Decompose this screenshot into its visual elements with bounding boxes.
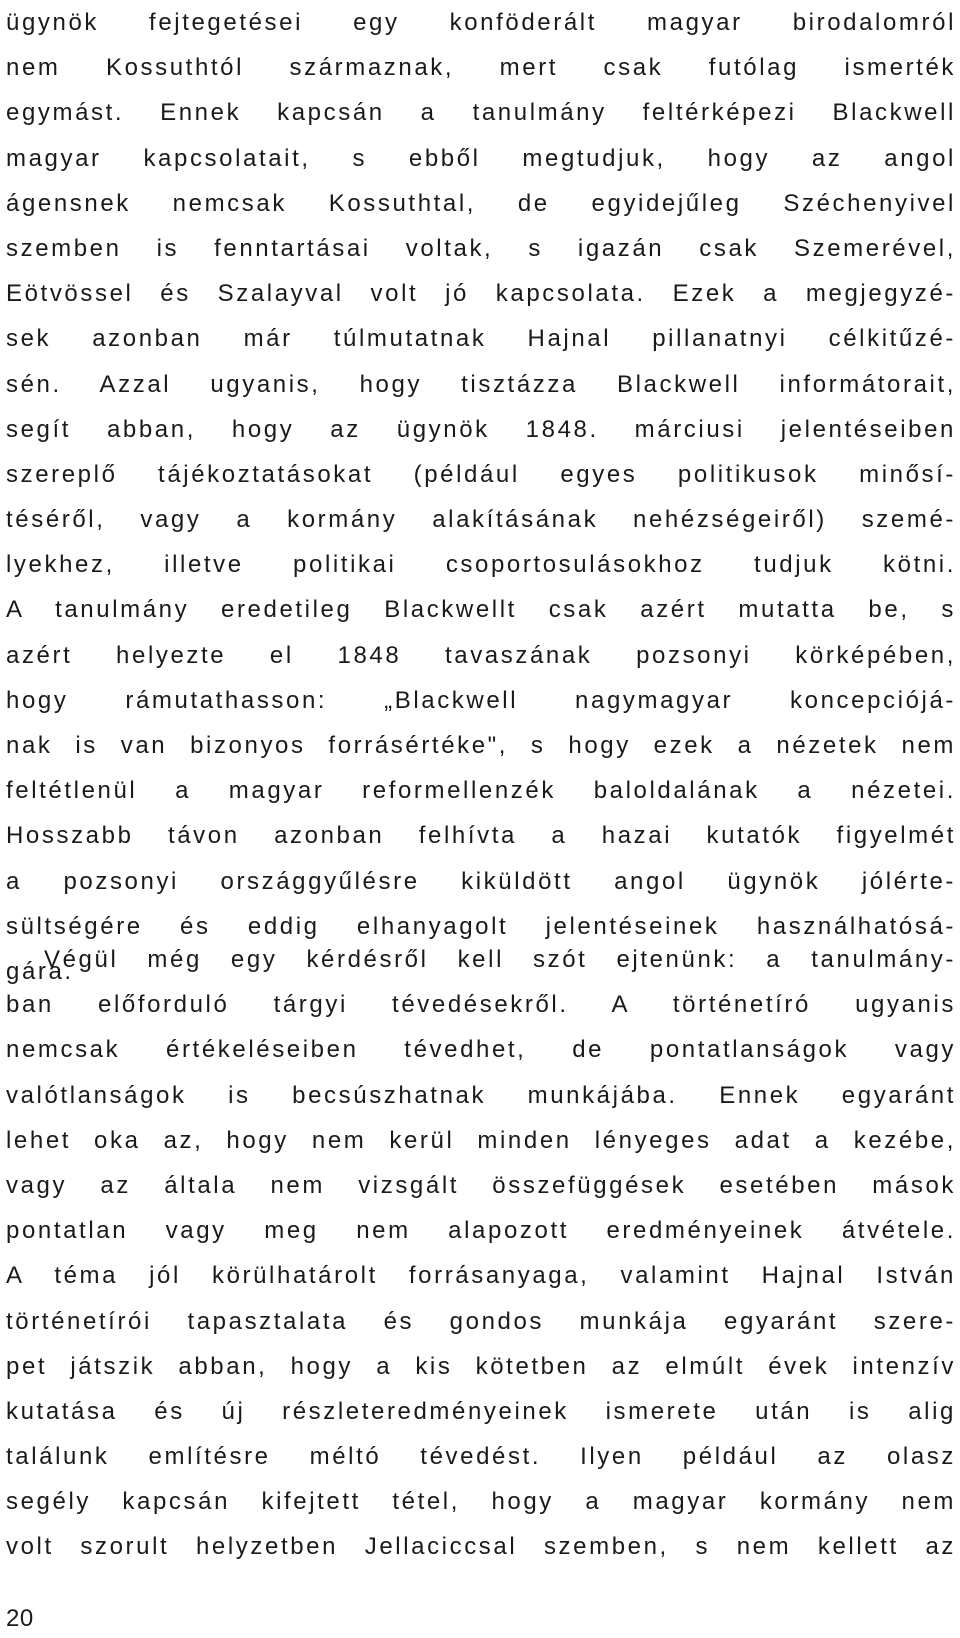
text-line: azért helyezte el 1848 tavaszának pozsonyi körképében, [6,641,956,669]
text-line: kutatása és új részleteredményeinek ismerete után is alig [6,1397,956,1425]
paragraph-2 [6,937,956,1570]
text-line: gára. [6,957,74,985]
text-line: segít abban, hogy az ügynök 1848. márciusi jelentéseiben [6,415,956,443]
text-line: sültségére és eddig elhanyagolt jelentéseinek használhatósá- [6,912,956,940]
text-line: a pozsonyi országgyűlésre kiküldött angol ügynök jólérte- [6,867,956,895]
text-line: volt szorult helyzetben Jellaciccsal szemben, s nem kellett az [6,1533,956,1561]
text-line: nak is van bizonyos forrásértéke", s hogy ezek a nézetek nem [6,732,956,759]
text-line: sek azonban már túlmutatnak Hajnal pillanatnyi célkitűzé- [6,325,956,353]
text-line: találunk említésre méltó tévedést. Ilyen például az olasz [6,1443,956,1471]
text-line: pontatlan vagy meg nem alapozott eredményeinek átvétele. [6,1217,956,1245]
text-line: A téma jól körülhatárolt forrásanyaga, valamint Hajnal István [6,1262,956,1290]
text-line: sén. Azzal ugyanis, hogy tisztázza Blackwell informátorait, [6,370,956,398]
page-number: 20 [6,1605,34,1632]
paragraph-1 [6,0,956,994]
text-line: lyekhez, illetve politikai csoportosulásokhoz tudjuk kötni. [6,551,956,579]
text-line: egymást. Ennek kapcsán a tanulmány feltérképezi Blackwell [6,99,956,127]
text-line: lehet oka az, hogy nem kerül minden lényeges adat a kezébe, [6,1126,956,1154]
text-line: A tanulmány eredetileg Blackwellt csak azért mutatta be, s [6,596,956,624]
text-line: ágensnek nemcsak Kossuthtal, de egyidejűleg Széchenyivel [6,189,956,217]
text-line: Végül még egy kérdésről kell szót ejtenünk: a tanulmány- [44,946,956,973]
text-line: történetírói tapasztalata és gondos munkája egyaránt szere- [6,1307,956,1335]
text-line: nemcsak értékeléseiben tévedhet, de pontatlanságok vagy [6,1036,956,1064]
text-line: Eötvössel és Szalayval volt jó kapcsolata. Ezek a megjegyzé- [6,280,956,308]
text-line: téséről, vagy a kormány alakításának nehézségeiről) szemé- [6,506,956,534]
text-line: valótlanságok is becsúszhatnak munkájába. Ennek egyaránt [6,1081,956,1109]
text-line: szemben is fenntartásai voltak, s igazán csak Szemerével, [6,234,956,262]
text-line: szereplő tájékoztatásokat (például egyes politikusok minősí- [6,460,956,488]
text-line: vagy az általa nem vizsgált összefüggések esetében mások [6,1171,956,1199]
text-line: Hosszabb távon azonban felhívta a hazai kutatók figyelmét [6,822,956,850]
text-line: magyar kapcsolatait, s ebből megtudjuk, hogy az angol [6,144,956,172]
text-line: ban előforduló tárgyi tévedésekről. A történetíró ugyanis [6,991,956,1019]
text-line: ügynök fejtegetései egy konföderált magyar birodalomról [6,9,956,36]
text-line: hogy rámutathasson: „Blackwell nagymagyar koncepciójá- [6,686,956,714]
text-line: segély kapcsán kifejtett tétel, hogy a magyar kormány nem [6,1488,956,1516]
text-line: nem Kossuthtól származnak, mert csak futólag ismerték [6,54,956,82]
text-line: feltétlenül a magyar reformellenzék baloldalának a nézetei. [6,777,956,805]
text-line: pet játszik abban, hogy a kis kötetben az elmúlt évek intenzív [6,1352,956,1380]
